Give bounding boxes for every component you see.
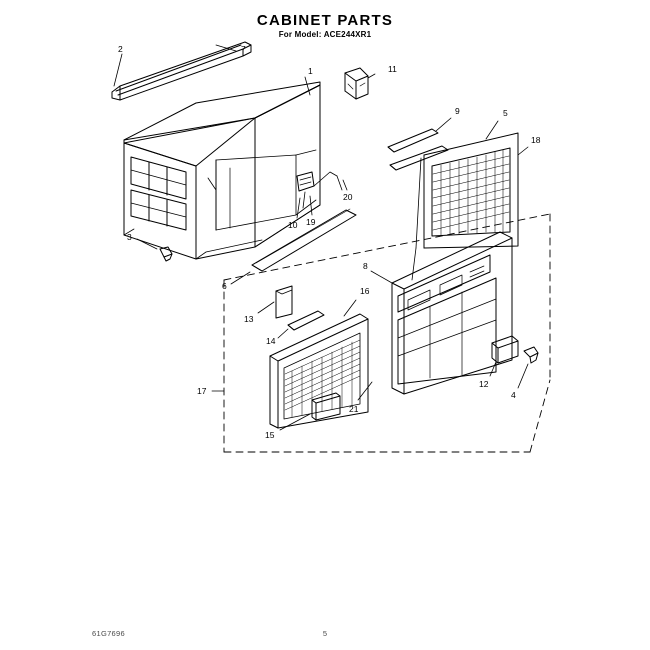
callout-15: 15 [265, 430, 275, 440]
callout-5: 5 [503, 108, 508, 118]
callout-13: 13 [244, 314, 254, 324]
callout-1: 1 [308, 66, 313, 76]
callout-17: 17 [197, 386, 207, 396]
callout-18: 18 [531, 135, 541, 145]
callout-19: 19 [306, 217, 316, 227]
callout-14: 14 [266, 336, 276, 346]
callout-11: 11 [388, 64, 397, 74]
footer-document-number: 61G7696 [92, 629, 125, 638]
page-title: CABINET PARTS [256, 12, 394, 29]
callout-2: 2 [118, 44, 123, 54]
callout-16: 16 [360, 286, 370, 296]
callout-21: 21 [349, 404, 359, 414]
callout-3: 3 [127, 232, 132, 242]
callout-8: 8 [363, 261, 368, 271]
callout-7: 7 [241, 44, 246, 54]
page-subtitle: For Model: ACE244XR1 [278, 30, 372, 39]
callout-6: 6 [222, 281, 227, 291]
callout-12: 12 [479, 379, 489, 389]
callout-9: 9 [455, 106, 460, 116]
callout-4: 4 [511, 390, 516, 400]
footer-page-number: 5 [322, 629, 328, 638]
callout-20: 20 [343, 192, 353, 202]
callout-10: 10 [288, 220, 298, 230]
